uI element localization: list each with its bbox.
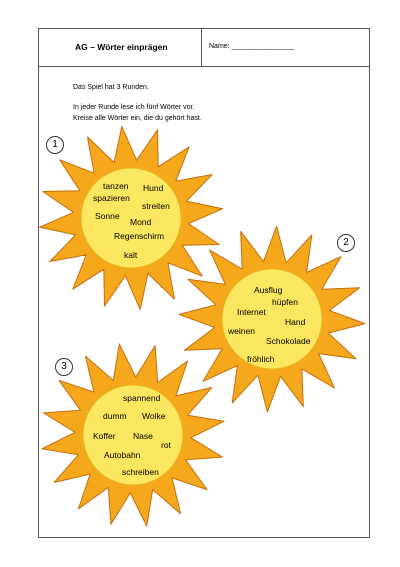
word-internet[interactable]: Internet — [237, 307, 266, 317]
word-spazieren[interactable]: spazieren — [93, 193, 130, 203]
word-schokolade[interactable]: Schokolade — [266, 336, 311, 346]
word-froehlich[interactable]: fröhlich — [247, 354, 275, 364]
sun-round-2 — [179, 226, 365, 412]
word-dumm[interactable]: dumm — [103, 411, 127, 421]
word-rot[interactable]: rot — [161, 440, 171, 450]
word-kalt[interactable]: kalt — [124, 250, 138, 260]
word-streiten[interactable]: streiten — [142, 201, 170, 211]
word-spannend[interactable]: spannend — [123, 393, 161, 403]
intro-line-3: Kreise alle Wörter ein, die du gehört hast. — [73, 115, 202, 122]
intro-line-1: Das Spiel hat 3 Runden. — [73, 84, 149, 91]
word-tanzen[interactable]: tanzen — [103, 181, 129, 191]
round-3-badge: 3 — [55, 358, 73, 376]
word-regenschirm[interactable]: Regenschirm — [114, 231, 165, 241]
word-autobahn[interactable]: Autobahn — [104, 450, 141, 460]
name-field: Name: ________________ — [209, 43, 294, 50]
intro-line-2: In jeder Runde lese ich fünf Wörter vor. — [73, 104, 195, 111]
word-sonne[interactable]: Sonne — [95, 211, 120, 221]
word-ausflug[interactable]: Ausflug — [254, 285, 283, 295]
round-2-badge: 2 — [337, 234, 355, 252]
word-hund[interactable]: Hund — [143, 183, 164, 193]
word-wolke[interactable]: Wolke — [142, 411, 166, 421]
word-schreiben[interactable]: schreiben — [122, 467, 159, 477]
worksheet-title: AG – Wörter einprägen — [75, 42, 168, 52]
word-nase[interactable]: Nase — [133, 431, 153, 441]
round-1-badge: 1 — [46, 136, 64, 154]
word-huepfen[interactable]: hüpfen — [272, 297, 298, 307]
word-mond[interactable]: Mond — [130, 217, 152, 227]
word-hand[interactable]: Hand — [285, 317, 306, 327]
word-weinen[interactable]: weinen — [228, 326, 255, 336]
word-koffer[interactable]: Koffer — [93, 431, 116, 441]
